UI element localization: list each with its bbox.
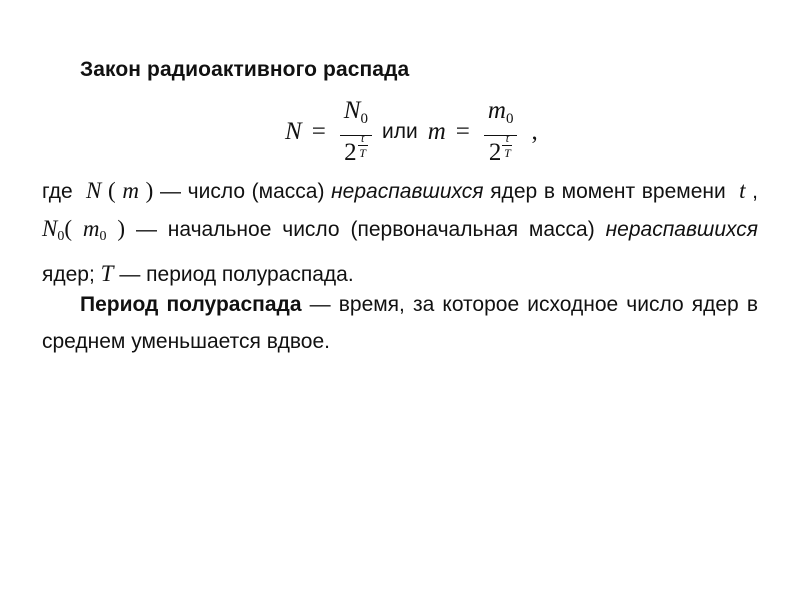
- half-life-paragraph: Период полураспада — время, за которое исходное число ядер в среднем уменьшается вдвое.: [42, 293, 758, 353]
- section-heading: Закон радиоактивного распада: [80, 58, 410, 81]
- fraction-numerator-2: $m_0$: [487, 96, 514, 127]
- formula-or-word: или: [381, 120, 418, 143]
- formula-n-symbol: N: [285, 118, 302, 145]
- fraction-numerator: $N_0$: [343, 96, 368, 127]
- fraction-n0: [340, 97, 372, 168]
- fraction-denominator-2: [488, 130, 513, 168]
- formula-equals: =: [311, 118, 326, 145]
- formula-m-symbol: m: [427, 118, 446, 145]
- power-exponent-2: t T: [504, 130, 511, 160]
- decay-formula: [285, 92, 538, 172]
- power-exponent: t T: [359, 130, 366, 160]
- power-base-2: 2: [488, 138, 502, 166]
- formula-equals-2: =: [455, 118, 470, 145]
- power-base: 2: [344, 138, 357, 166]
- fraction-m0: [484, 97, 518, 168]
- formula-comma: ,: [531, 118, 538, 145]
- fraction-denominator: [344, 130, 368, 168]
- half-life-term: Период полураспада: [80, 293, 302, 316]
- definition-paragraph: где N ( m ) — число (масса) нераспавшихся ядер в момент времени t , N0( m0 ) — начальное число (первоначальная масса) нераспавшихся ядер; T — период полураспада.: [42, 178, 758, 286]
